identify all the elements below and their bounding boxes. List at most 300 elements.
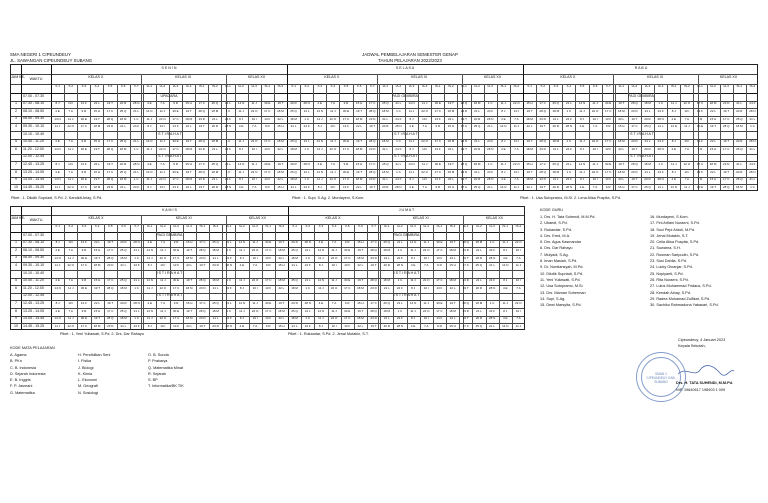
schedule-cell: 22 L [186,263,193,268]
class-divider [392,84,393,190]
schedule-cell: 4 E [55,248,60,252]
guru-item: 9. Dr. Nurdiansyah, M.Pd. [540,265,584,270]
schedule-cell: 8 J [671,109,676,113]
guru-item: 11. Yeni Yuliawati, S.Pd. [540,277,581,282]
schedule-cell: 17 C [605,169,612,174]
schedule-cell: 18 M [526,177,533,182]
schedule-cell: 10 I [684,169,690,174]
schedule-cell: 19 T [357,278,364,283]
schedule-cell: 4 E [409,124,414,129]
schedule-cell: 22 O [159,147,166,151]
schedule-cell: 11 J [159,139,166,144]
jam-cell: 9 [15,316,17,321]
schedule-cell: 17 C [172,147,179,151]
waktu-cell: 10.10 - 10.40 [23,270,45,275]
schedule-cell: 17 C [434,109,441,113]
schedule-cell: 19 T [449,301,456,306]
class-label: X-7 [369,84,375,89]
schedule-cell: 10 I [515,248,521,252]
class-label: X-4 [330,84,336,89]
schedule-cell: 17 C [605,109,612,113]
schedule-cell: 21 L [290,185,297,189]
schedule-cell: 25 Q [290,169,297,174]
mapel-item: J. Biologi [78,365,94,370]
schedule-cell: 11 J [671,162,677,167]
mapel-item: R. Sejarah [148,371,166,376]
schedule-cell: 24 F [565,116,572,121]
schedule-cell: 7 A [422,124,427,129]
schedule-cell: 21 L [303,169,310,174]
mapel-item: K. Kimia [78,371,93,376]
schedule-cell: 10 I [159,124,165,129]
class-label: IS-1 [671,84,677,89]
schedule-cell: 22 L [710,139,717,144]
schedule-cell: 21 L [382,177,389,182]
schedule-cell: 21 L [133,109,140,113]
schedule-cell: 10 I [252,255,258,260]
group-header: KELAS XI [412,215,429,220]
schedule-cell: 10 I [252,286,258,290]
schedule-cell: 22 O [591,139,599,144]
schedule-cell: 9 R [81,308,87,313]
class-label: X-2 [68,224,74,229]
schedule-cell: 28 Q [460,162,468,167]
waktu-cell: 07.00 - 07.30 [23,232,45,237]
class-label: IA-3 [172,84,179,89]
schedule-cell: 18 M [475,301,483,306]
schedule-cell: 22 L [526,124,533,129]
schedule-cell: 8 J [409,147,414,151]
schedule-cell: 14 N [408,101,415,106]
class-divider [641,84,642,190]
schedule-cell: 13 F [172,185,179,189]
schedule-cell: 17 C [605,139,612,144]
schedule-cell: 25 Q [291,278,298,283]
schedule-cell: 17 C [265,278,272,283]
schedule-cell: 30 E [172,308,180,313]
schedule-cell: 28 Q [199,248,206,252]
schedule-cell: 15 H [709,177,717,182]
schedule-cell: 4 E [579,185,585,189]
schedule-cell: 11 J [239,248,245,252]
schedule-cell: 1 C [134,255,139,260]
class-label: X-6 [592,84,598,89]
schedule-cell: 17 C [344,286,351,290]
schedule-cell: 9 R [81,139,87,144]
jam-cell: 3 [15,255,17,260]
schedule-cell: 9 R [265,263,271,268]
schedule-cell: 22 O [591,109,599,113]
schedule-cell: 17 C [460,185,468,189]
group-header: KELAS X [560,74,576,79]
schedule-cell: 30 E [342,109,350,113]
schedule-cell: 20 R [383,324,390,328]
day-header: S E L A S A [395,66,415,70]
schedule-cell: 18 M [447,139,455,144]
schedule-cell: 18 M [120,316,127,321]
schedule-cell: 14 N [146,308,153,313]
schedule-cell: 1 C [397,278,403,283]
class-label: X-5 [579,84,585,89]
day-header: J U M A T [398,208,415,212]
guru-item: 19. Jenal Mutakin, S.T. [650,233,689,238]
schedule-cell: 21 L [487,185,494,189]
schedule-cell: 10 I [331,324,337,328]
schedule-cell: 25 Q [383,301,390,306]
schedule-cell: 20 R [473,177,481,182]
schedule-cell: 28 N [749,139,756,144]
schedule-cell: 25 Q [211,162,219,167]
schedule-cell: 4 E [579,124,585,129]
class-label: IA-3 [173,224,179,229]
jam-cell: 9 [15,177,17,182]
schedule-cell: 21 L [396,240,403,245]
schedule-cell: 15 H [447,124,455,129]
schedule-cell: 17 C [107,308,114,313]
schedule-cell: 21 L [565,162,572,167]
schedule-cell: 24 F [487,169,494,174]
schedule-cell: 18 M [291,316,298,321]
day-header: R A B U [634,66,648,70]
schedule-cell: 17 C [80,263,88,268]
schedule-cell: 13 F [342,185,349,189]
schedule-cell: 15 H [447,185,455,189]
signature-role: Kepala Sekolah, [678,344,706,348]
jam-cell: 10 [14,323,18,328]
row-note: PAGI GEMBIRA [393,232,420,237]
schedule-cell: 20 R [736,139,743,144]
group-header: KELAS XII [248,215,266,220]
schedule-cell: 28 Q [106,286,114,290]
schedule-cell: 22 O [67,324,74,328]
jam-header: JAM KE- [11,75,26,79]
schedule-cell: 30 E [342,139,350,144]
schedule-cell: 28 Q [198,169,206,174]
class-divider [103,84,104,190]
schedule-cell: 21 L [552,177,559,182]
schedule-cell: 9 R [697,177,703,182]
waktu-cell: 13.25 - 14.05 [23,169,45,174]
schedule-cell: 1 C [133,147,139,151]
schedule-cell: 15 H [709,147,717,151]
schedule-cell: 9 R [344,240,350,245]
schedule-cell: 1 C [304,147,309,151]
schedule-cell: 22 O [250,139,258,144]
schedule-cell: 8 J [239,255,244,260]
schedule-cell: 8 J [317,124,322,129]
schedule-cell: 24 F [749,101,756,106]
schedule-cell: 18 M [617,139,625,144]
schedule-cell: 30 E [344,248,351,252]
class-divider [746,84,747,190]
schedule-cell: 17 C [342,116,350,121]
schedule-cell: 19 T [94,316,101,321]
class-divider [733,84,734,190]
schedule-cell: 1 C [658,162,663,167]
schedule-cell: 1 C [304,177,309,182]
class-label: X-2 [540,84,545,89]
group-header: KELAS XII [247,74,265,79]
schedule-cell: 24 F [225,255,232,260]
schedule-cell: 22 O [251,278,259,283]
schedule-cell: 22 L [277,116,284,121]
schedule-cell: 28 Q [198,139,206,144]
bottom-schedule-table [10,206,525,330]
schedule-cell: 11 J [67,177,74,182]
schedule-cell: 22 L [277,147,284,151]
schedule-cell: 21 L [133,308,140,313]
class-label: IA-1 [461,84,467,89]
schedule-cell: 22 L [526,185,533,189]
schedule-cell: 11 J [513,124,520,129]
group-header: KELAS XII [483,74,501,79]
schedule-cell: 28 N [133,240,140,245]
schedule-cell: 19 T [93,177,100,182]
class-divider [431,84,432,190]
schedule-cell: 19 T [93,116,100,121]
schedule-cell: 17 C [107,278,114,283]
schedule-cell: 28 Q [199,278,206,283]
schedule-cell: 14 N [409,240,417,245]
class-label: IS-1 [436,224,443,229]
schedule-cell: 8 J [147,185,152,189]
schedule-cell: 14 N [54,255,61,260]
schedule-cell: 28 Q [539,139,546,144]
schedule-cell: 21 L [304,308,311,313]
schedule-cell: 10 I [68,240,74,245]
schedule-cell: 7 A [514,177,519,182]
class-label: X-5 [344,224,350,229]
schedule-cell: 22 L [618,147,625,151]
schedule-cell: 11 J [318,316,324,321]
class-divider [261,84,262,190]
schedule-cell: 24 F [225,286,232,290]
schedule-cell: 4 E [501,116,506,121]
schedule-cell: 13 F [696,169,703,174]
schedule-cell: 24 F [396,316,403,321]
schedule-cell: 7 A [252,263,258,268]
row-note: UPACARA [160,93,178,98]
guru-item: 22. Rusman Saripudin, S.Pd. [650,252,699,257]
schedule-cell: 21 L [395,162,402,167]
schedule-cell: 10 I [68,301,74,306]
schedule-cell: 28 Q [370,278,377,283]
schedule-cell: 21 L [291,324,298,328]
schedule-cell: 10 I [331,263,337,268]
schedule-cell: 20 R [644,147,651,151]
class-label: IS-2 [513,84,520,89]
schedule-cell: 8 J [55,162,60,167]
class-divider [143,84,144,190]
schedule-cell: 30 E [264,101,271,106]
schedule-cell: 18 M [357,255,364,260]
mapel-item: B. PKn [10,359,22,364]
jam-cell: 1 [15,240,17,245]
schedule-cell: 14 N [146,139,153,144]
class-label: IA-4 [186,224,192,229]
schedule-cell: 11 J [67,116,74,121]
schedule-cell: 25 Q [736,177,743,182]
schedule-cell: 28 N [303,162,310,167]
schedule-cell: 22 L [357,263,364,268]
row-note: PAGI GEMBIRA [628,93,654,98]
schedule-cell: 24 F [749,162,756,167]
schedule-cell: 28 Q [368,139,376,144]
schedule-cell: 22 L [449,255,456,260]
schedule-title: JADWAL PEMBELAJARAN SEMESTER GENAP [362,52,458,57]
schedule-cell: 19 T [526,109,533,113]
schedule-cell: 23 D [539,177,546,182]
class-label: X-2 [305,224,311,229]
schedule-cell: 28 Q [106,255,114,260]
schedule-cell: 18 M [277,169,284,174]
schedule-cell: 9 R [81,109,87,113]
schedule-cell: 20 R [475,316,483,321]
guru-item: 17. Fini Arfiani Nuraeni, S.Pd. [650,221,700,226]
guru-item: 14. Supi, S.Ag. [540,296,566,301]
schedule-cell: 8 J [239,316,244,321]
schedule-cell: 15 H [186,240,193,245]
schedule-cell: 28 Q [460,101,468,106]
schedule-cell: 19 T [370,324,377,328]
schedule-cell: 30 E [80,116,87,121]
schedule-cell: 30 E [265,240,272,245]
schedule-cell: 13 F [605,147,612,151]
class-divider [471,84,472,190]
group-header: KELAS XI [175,215,192,220]
schedule-cell: 19 T [277,162,284,167]
schedule-cell: 8 J [579,177,584,182]
schedule-cell: 28 Q [106,177,114,182]
class-label: X-5 [107,224,113,229]
schedule-cell: 17 C [539,101,546,106]
schedule-cell: 18 M [475,240,483,245]
schedule-cell: 15 H [449,263,456,268]
schedule-cell: 4 E [147,301,152,306]
class-label: X-2 [68,84,73,89]
class-divider [130,84,131,190]
schedule-cell: 15 H [449,324,456,328]
mapel-item: D. Sejarah Indonesia [10,371,46,376]
schedule-cell: 17 C [80,324,88,328]
schedule-cell: 22 L [278,286,285,290]
schedule-cell: 14 N [54,147,61,151]
schedule-cell: 11 J [160,308,166,313]
guru-item: 13. Drs. Maman Suherman [540,290,586,295]
schedule-cell: 14 N [670,185,677,189]
jam-cell: 7 [15,300,17,305]
waktu-cell: 13.25 - 14.05 [23,308,45,313]
jam-cell: 4 [15,262,17,267]
schedule-cell: 30 E [80,316,87,321]
waktu-cell: 12.45 - 13.25 [23,161,45,166]
class-divider [720,84,721,190]
class-label: IS-1 [500,84,507,89]
schedule-cell: 13 F [605,177,612,182]
schedule-cell: 25 Q [475,263,483,268]
schedule-cell: 22 L [278,255,285,260]
class-label: IA-3 [408,84,415,89]
schedule-cell: 11 J [238,109,244,113]
schedule-cell: 20 R [120,301,127,306]
schedule-cell: 17 C [434,139,441,144]
schedule-cell: 19 T [198,124,205,129]
schedule-cell: 18 M [449,308,456,313]
class-divider [497,84,498,190]
schedule-cell: 30 E [80,255,87,260]
schedule-cell: 25 Q [644,124,651,129]
schedule-cell: 9 R [81,248,87,252]
schedule-cell: 17 C [344,316,351,321]
schedule-cell: 7 A [252,124,257,129]
schedule-cell: 10 I [68,101,74,106]
signature-nip: NIP. 19640617 198903 1 009 [676,388,726,392]
schedule-cell: 21 L [552,147,559,151]
schedule-cell: 8 J [55,101,60,106]
schedule-cell: 25 Q [475,324,483,328]
schedule-cell: 13 F [434,116,441,121]
schedule-cell: 19 T [526,139,533,144]
schedule-cell: 10 I [251,147,257,151]
schedule-cell: 28 N [749,109,756,113]
schedule-cell: 7 A [514,116,519,121]
schedule-cell: 23 D [369,116,376,121]
schedule-cell: 11 J [146,147,153,151]
guru-item: 1. Drs. H. Tata Suhendi, M.M.Pd. [540,215,596,219]
guru-item: 12. Usa Sutopramo, M.Si. [540,284,584,289]
class-label: X-3 [553,84,559,89]
waktu-cell: 14.45 - 15.25 [23,184,45,189]
schedule-cell: 13 F [80,101,87,106]
schedule-cell: 25 Q [120,278,127,283]
schedule-cell: 14 N [237,101,245,106]
schedule-cell: 20 R [475,286,483,290]
schedule-cell: 15 H [93,139,101,144]
mapel-item: N. Sosiologi [78,390,99,395]
class-divider [326,84,327,190]
schedule-cell: 21 L [644,109,651,113]
schedule-cell: 24 F [395,116,402,121]
schedule-cell: 21 L [475,278,482,283]
jam-cell: 2 [15,108,17,113]
schedule-cell: 22 O [329,147,337,151]
schedule-cell: 19 T [185,169,192,174]
class-label: IS-2 [212,84,218,89]
schedule-cell: 15 H [618,124,625,129]
class-divider [235,84,236,190]
schedule-cell: 11 J [147,286,153,290]
guru-item: 8. Iman Maslah, S.Pd. [540,259,578,264]
schedule-cell: 1 C [304,116,309,121]
col-divider [21,207,22,329]
schedule-cell: 1 C [305,255,311,260]
schedule-cell: 18 M [447,169,455,174]
schedule-cell: 25 Q [120,308,127,313]
jam-cell: 7 [15,161,17,166]
class-divider [405,84,406,190]
class-divider [195,84,196,190]
schedule-cell: 7 A [516,286,521,290]
schedule-cell: 11 J [500,162,507,167]
schedule-cell: 7 A [68,139,73,144]
schedule-cell: 18 M [119,177,127,182]
schedule-cell: 28 Q [370,308,377,313]
schedule-cell: 11 J [671,101,677,106]
schedule-cell: 14 N [54,116,61,121]
schedule-cell: 19 T [199,324,206,328]
guru-item: 7. Mulyadi, S.Ag. [540,252,569,257]
schedule-cell: 1 C [397,308,403,313]
